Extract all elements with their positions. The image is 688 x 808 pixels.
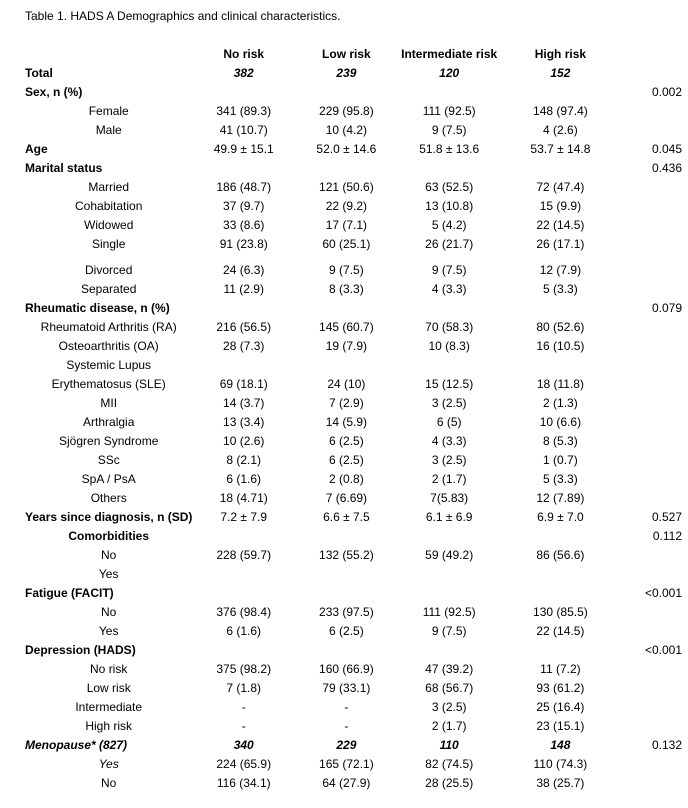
value-cell: 6.9 ± 7.0 [537, 509, 584, 524]
value-cell: 91 (23.8) [219, 236, 268, 251]
table-row [25, 754, 688, 773]
value-cell: 6.6 ± 7.5 [323, 509, 370, 524]
p-value-cell: 0.079 [651, 300, 682, 315]
value-cell [398, 640, 501, 659]
value-cell: 152 [550, 65, 571, 80]
row-label: Others [90, 490, 127, 505]
value-cell: 24 (6.3) [223, 262, 265, 277]
value-cell: 26 (17.1) [536, 236, 585, 251]
p-value-cell [620, 63, 688, 82]
value-cell: 49.9 ± 15.1 [213, 141, 274, 156]
value-cell: 51.8 ± 13.6 [419, 141, 480, 156]
value-cell: 148 [550, 737, 571, 752]
p-value-cell [620, 545, 688, 564]
table-row [25, 526, 688, 545]
value-cell [295, 564, 398, 583]
table-row [25, 602, 688, 621]
p-value-cell [620, 260, 688, 279]
value-cell: 375 (98.2) [216, 661, 272, 676]
value-cell [192, 158, 295, 177]
value-cell: 22 (14.5) [536, 623, 585, 638]
value-cell: 17 (7.1) [325, 217, 368, 232]
value-cell: 3 (2.5) [431, 699, 467, 714]
row-label: Widowed [84, 217, 134, 232]
table-row [25, 355, 688, 374]
table-row [25, 234, 688, 253]
value-cell: 26 (21.7) [425, 236, 474, 251]
p-value-cell [620, 355, 688, 374]
value-cell: 38 (25.7) [536, 775, 585, 790]
table-row [25, 279, 688, 298]
value-cell: 79 (33.1) [322, 680, 371, 695]
table-row [25, 82, 688, 101]
value-cell [192, 564, 295, 583]
value-cell: 70 (58.3) [425, 319, 474, 334]
value-cell: 130 (85.5) [533, 604, 588, 619]
value-cell: 3 (2.5) [431, 452, 467, 467]
value-cell [398, 526, 501, 545]
table-row [25, 716, 688, 735]
row-label: Single [92, 236, 126, 251]
value-cell: 6 (2.5) [329, 452, 364, 467]
p-value-cell: 0.045 [651, 141, 682, 156]
value-cell: 4 (3.3) [431, 433, 467, 448]
demographics-table [25, 44, 688, 792]
p-value-cell [620, 431, 688, 450]
table-row [25, 469, 688, 488]
row-label: Male [95, 122, 122, 137]
value-cell [398, 158, 501, 177]
p-value-cell [620, 678, 688, 697]
value-cell: 160 (66.9) [319, 661, 374, 676]
p-value-cell: 0.112 [652, 528, 682, 543]
value-cell [192, 583, 295, 602]
value-cell: 18 (4.71) [219, 490, 268, 505]
value-cell [501, 583, 621, 602]
value-cell: 12 (7.89) [536, 490, 585, 505]
value-cell: 224 (65.9) [216, 756, 272, 771]
table-row [25, 773, 688, 792]
value-cell: 52.0 ± 14.6 [316, 141, 377, 156]
value-cell: 120 [439, 65, 460, 80]
value-cell: 2 (1.7) [431, 471, 467, 486]
value-cell: 110 (74.3) [533, 756, 588, 771]
value-cell: 10 (4.2) [325, 122, 368, 137]
row-label: Yes [98, 756, 119, 771]
value-cell: 24 (10) [327, 376, 366, 391]
value-cell: 16 (10.5) [536, 338, 585, 353]
row-label: SSc [97, 452, 120, 467]
value-cell: 9 (7.5) [431, 122, 467, 137]
value-cell [192, 526, 295, 545]
value-cell: 82 (74.5) [425, 756, 474, 771]
p-value-cell [620, 234, 688, 253]
value-cell: 28 (25.5) [425, 775, 474, 790]
value-cell [295, 526, 398, 545]
value-cell: - [344, 718, 349, 733]
value-cell: 68 (56.7) [425, 680, 474, 695]
value-cell: 110 [439, 737, 459, 752]
value-cell [398, 564, 501, 583]
value-cell: 7.2 ± 7.9 [220, 509, 268, 524]
table-row [25, 158, 688, 177]
value-cell: 9 (7.5) [431, 623, 467, 638]
p-value-cell: <0.001 [644, 585, 682, 600]
value-cell: 9 (7.5) [329, 262, 364, 277]
column-header-intermediate-risk: Intermediate risk [401, 46, 498, 61]
spacer-row [25, 253, 688, 260]
value-cell [501, 82, 621, 101]
table-row [25, 545, 688, 564]
column-header-p-value [620, 44, 688, 63]
p-value-cell [620, 374, 688, 393]
value-cell: 6 (1.6) [226, 623, 262, 638]
header-row [25, 44, 688, 63]
p-value-cell: 0.527 [651, 509, 682, 524]
value-cell: 1 (0.7) [543, 452, 578, 467]
value-cell: 28 (7.3) [223, 338, 265, 353]
value-cell: 53.7 ± 14.8 [530, 141, 591, 156]
value-cell: 69 (18.1) [219, 376, 268, 391]
value-cell: 8 (3.3) [329, 281, 364, 296]
row-label: Comorbidities [68, 528, 150, 543]
row-label: Sjögren Syndrome [59, 433, 159, 448]
value-cell: 132 (55.2) [319, 547, 374, 562]
p-value-cell: <0.001 [644, 642, 682, 657]
value-cell: 116 (34.1) [216, 775, 271, 790]
value-cell [295, 640, 398, 659]
value-cell: 10 (6.6) [539, 414, 582, 429]
value-cell: 340 [233, 737, 254, 752]
value-cell: 12 (7.9) [539, 262, 582, 277]
value-cell: 5 (3.3) [543, 281, 578, 296]
value-cell [398, 355, 501, 374]
row-label: Systemic Lupus [66, 357, 152, 372]
value-cell: - [241, 699, 246, 714]
p-value-cell [620, 659, 688, 678]
value-cell: 37 (9.7) [223, 198, 265, 213]
table-row [25, 298, 688, 317]
value-cell: 15 (9.9) [539, 198, 582, 213]
row-label: No [101, 775, 117, 790]
value-cell [501, 640, 621, 659]
value-cell: 19 (7.9) [325, 338, 368, 353]
column-header-low-risk: Low risk [322, 46, 371, 61]
p-value-cell [620, 279, 688, 298]
value-cell: 22 (14.5) [536, 217, 585, 232]
value-cell: 6.1 ± 6.9 [425, 509, 473, 524]
value-cell: 7(5.83) [430, 490, 469, 505]
table-row [25, 412, 688, 431]
value-cell [192, 82, 295, 101]
value-cell: 47 (39.2) [425, 661, 474, 676]
p-value-cell [620, 196, 688, 215]
value-cell: 4 (3.3) [431, 281, 467, 296]
row-label: Married [88, 179, 130, 194]
row-label: Female [88, 103, 129, 118]
table-row [25, 450, 688, 469]
value-cell: 10 (2.6) [223, 433, 265, 448]
value-cell [501, 355, 621, 374]
value-cell: - [241, 718, 246, 733]
value-cell: 33 (8.6) [223, 217, 265, 232]
value-cell: 14 (5.9) [325, 414, 368, 429]
p-value-cell [620, 177, 688, 196]
value-cell: 165 (72.1) [319, 756, 374, 771]
value-cell: 59 (49.2) [425, 547, 474, 562]
row-label: Total [25, 65, 53, 80]
table-row [25, 260, 688, 279]
table-row [25, 621, 688, 640]
value-cell: 2 (1.7) [431, 718, 467, 733]
p-value-cell [620, 488, 688, 507]
value-cell: 10 (8.3) [428, 338, 470, 353]
table-row [25, 139, 688, 158]
value-cell: 4 (2.6) [543, 122, 578, 137]
value-cell: 229 [336, 737, 357, 752]
p-value-cell [620, 602, 688, 621]
value-cell: 60 (25.1) [322, 236, 371, 251]
value-cell: 148 (97.4) [533, 103, 588, 118]
row-label: Depression (HADS) [25, 642, 136, 657]
value-cell: 63 (52.5) [425, 179, 474, 194]
value-cell: 11 (2.9) [223, 281, 264, 296]
p-value-cell: 0.132 [651, 737, 682, 752]
value-cell: 64 (27.9) [322, 775, 371, 790]
value-cell [295, 158, 398, 177]
value-cell: - [344, 699, 349, 714]
row-label: MII [100, 395, 118, 410]
table-row [25, 63, 688, 82]
p-value-cell [620, 120, 688, 139]
value-cell [398, 583, 501, 602]
table-row [25, 640, 688, 659]
value-cell [192, 640, 295, 659]
p-value-cell [620, 564, 688, 583]
table-row [25, 735, 688, 754]
table-row [25, 507, 688, 526]
value-cell: 41 (10.7) [219, 122, 268, 137]
row-label: Age [25, 141, 48, 156]
table-row [25, 431, 688, 450]
row-label: Divorced [85, 262, 133, 277]
p-value-cell: 0.436 [651, 160, 682, 175]
value-cell: 18 (11.8) [536, 376, 584, 391]
value-cell [501, 158, 621, 177]
p-value-cell [620, 336, 688, 355]
row-label: Years since diagnosis, n (SD) [25, 509, 193, 524]
value-cell: 2 (1.3) [543, 395, 578, 410]
value-cell: 14 (3.7) [223, 395, 265, 410]
table-row [25, 393, 688, 412]
value-cell [295, 82, 398, 101]
row-label: No risk [90, 661, 128, 676]
value-cell: 8 (5.3) [543, 433, 578, 448]
value-cell: 216 (56.5) [216, 319, 272, 334]
p-value-cell: 0.002 [651, 84, 682, 99]
table-row [25, 215, 688, 234]
table-row [25, 564, 688, 583]
p-value-cell [620, 393, 688, 412]
table-row [25, 659, 688, 678]
value-cell: 6 (2.5) [329, 623, 364, 638]
table-title: Table 1. HADS A Demographics and clinical characteristics. [25, 9, 341, 23]
value-cell: 233 (97.5) [319, 604, 374, 619]
value-cell: 341 (89.3) [216, 103, 272, 118]
value-cell: 25 (16.4) [536, 699, 585, 714]
row-label: Intermediate [75, 699, 143, 714]
row-label: Yes [98, 623, 119, 638]
value-cell: 7 (2.9) [329, 395, 364, 410]
value-cell: 93 (61.2) [536, 680, 585, 695]
value-cell [295, 583, 398, 602]
value-cell: 111 (92.5) [422, 604, 476, 619]
column-header-no-risk: No risk [223, 46, 265, 61]
p-value-cell [620, 412, 688, 431]
value-cell: 111 (92.5) [422, 103, 476, 118]
table-row [25, 196, 688, 215]
value-cell [192, 355, 295, 374]
spacer-cell [25, 253, 688, 260]
table-row [25, 120, 688, 139]
value-cell: 6 (2.5) [329, 433, 364, 448]
value-cell: 239 [336, 65, 357, 80]
table-row [25, 177, 688, 196]
p-value-cell [620, 621, 688, 640]
value-cell: 186 (48.7) [216, 179, 272, 194]
p-value-cell [620, 773, 688, 792]
p-value-cell [620, 469, 688, 488]
row-label: Marital status [25, 160, 103, 175]
p-value-cell [620, 450, 688, 469]
value-cell: 145 (60.7) [319, 319, 374, 334]
table-row [25, 317, 688, 336]
value-cell [501, 526, 621, 545]
table-body [25, 63, 688, 792]
table-row [25, 583, 688, 602]
column-header-high-risk: High risk [534, 46, 587, 61]
row-label: Sex, n (%) [25, 84, 83, 99]
value-cell: 7 (1.8) [226, 680, 262, 695]
row-label: Separated [81, 281, 137, 296]
p-value-cell [620, 754, 688, 773]
row-label: Rheumatic disease, n (%) [25, 300, 170, 315]
row-label: Fatigue (FACIT) [25, 585, 114, 600]
table-row [25, 374, 688, 393]
value-cell: 23 (15.1) [536, 718, 585, 733]
row-label: Cohabitation [75, 198, 143, 213]
value-cell: 376 (98.4) [216, 604, 272, 619]
value-cell [398, 82, 501, 101]
value-cell: 228 (59.7) [216, 547, 272, 562]
row-label: Menopause* (827) [25, 737, 128, 752]
value-cell: 72 (47.4) [536, 179, 585, 194]
row-label: Arthralgia [83, 414, 135, 429]
value-cell: 8 (2.1) [226, 452, 262, 467]
row-label: Low risk [86, 680, 131, 695]
value-cell: 13 (10.8) [425, 198, 474, 213]
value-cell: 80 (52.6) [536, 319, 585, 334]
row-label: No [101, 604, 117, 619]
value-cell: 86 (56.6) [536, 547, 585, 562]
value-cell [295, 298, 398, 317]
value-cell: 6 (1.6) [226, 471, 262, 486]
value-cell: 2 (0.8) [329, 471, 364, 486]
p-value-cell [620, 215, 688, 234]
table-row [25, 336, 688, 355]
table-row [25, 101, 688, 120]
p-value-cell [620, 101, 688, 120]
corner-cell [25, 44, 192, 63]
row-label: SpA / PsA [81, 471, 136, 486]
row-label: Osteoarthritis (OA) [58, 338, 159, 353]
value-cell: 9 (7.5) [431, 262, 467, 277]
value-cell: 3 (2.5) [431, 395, 467, 410]
table-row [25, 678, 688, 697]
p-value-cell [620, 716, 688, 735]
value-cell: 6 (5) [436, 414, 462, 429]
value-cell: 229 (95.8) [319, 103, 374, 118]
p-value-cell [620, 317, 688, 336]
value-cell: 15 (12.5) [425, 376, 474, 391]
value-cell: 5 (4.2) [431, 217, 467, 232]
value-cell: 11 (7.2) [540, 661, 581, 676]
value-cell [192, 298, 295, 317]
row-label: Rheumatoid Arthritis (RA) [40, 319, 177, 334]
value-cell [501, 298, 621, 317]
table-row [25, 488, 688, 507]
value-cell: 7 (6.69) [325, 490, 368, 505]
value-cell [295, 355, 398, 374]
row-label: Yes [98, 566, 119, 581]
value-cell: 22 (9.2) [325, 198, 368, 213]
value-cell: 13 (3.4) [223, 414, 265, 429]
value-cell: 121 (50.6) [319, 179, 374, 194]
value-cell: 5 (3.3) [543, 471, 578, 486]
row-label: No [101, 547, 117, 562]
row-label: High risk [85, 718, 133, 733]
value-cell [501, 564, 621, 583]
p-value-cell [620, 697, 688, 716]
value-cell: 382 [233, 65, 254, 80]
table-row [25, 697, 688, 716]
row-label: Erythematosus (SLE) [51, 376, 166, 391]
value-cell [398, 298, 501, 317]
